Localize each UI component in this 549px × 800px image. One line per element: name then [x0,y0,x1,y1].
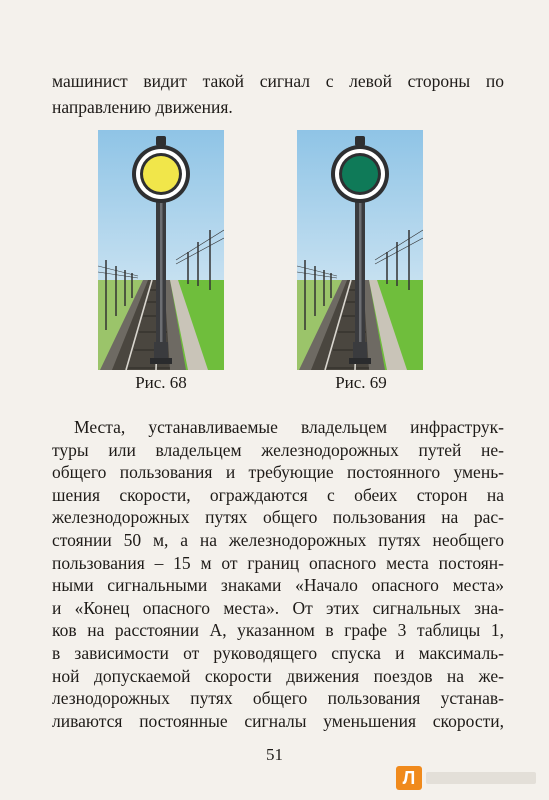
text-line: и «Конец опасного места». От этих сигнальных зна- [52,597,504,618]
figure-signal-green [297,130,423,370]
figure-signal-yellow [98,130,224,370]
text-line: ными сигнальными знаками «Начало опасного места» [52,575,504,596]
text-line: ков на расстоянии А, указанном в графе 3 таблицы 1, [52,620,504,641]
intro-paragraph: машинист видит такой сигнал с левой стороны по направлению движения. [52,71,504,117]
signal-light [143,156,179,192]
text-line: общего пользования и требующие постоянного умень- [52,462,504,483]
text-line: стоянии 50 м, а на железнодорожных путях необщего [52,529,504,550]
litres-logo-icon: Л [396,766,422,790]
text-line: пользования – 15 м от границ опасного места постоян- [52,552,504,573]
text-line: в зависимости от руководящего спуска и максималь- [52,642,504,663]
signal-illustration-68 [98,130,224,370]
text-line: Места, устанавливаемые владельцем инфраструк- [74,417,504,437]
text-line: ливаются постоянные сигналы уменьшения скорости, [52,710,504,731]
text-line: шения скорости, ограждаются с обеих сторон на [52,484,504,505]
text-line: ной допускаемой скорости движения поездов на же- [52,665,504,686]
text-line: железнодорожных путях общего пользования на рас- [52,507,504,528]
signal-light [342,156,378,192]
watermark [426,772,536,784]
figure-caption-68: Рис. 68 [135,373,187,392]
text-line: лезнодорожных путях общего пользования устанав- [52,688,504,709]
figure-caption-69: Рис. 69 [335,373,387,392]
text-line: туры или владельцем железнодорожных путей не- [52,439,504,460]
signal-illustration-69 [297,130,423,370]
page-number: 51 [266,745,283,764]
body-paragraph [52,416,504,732]
